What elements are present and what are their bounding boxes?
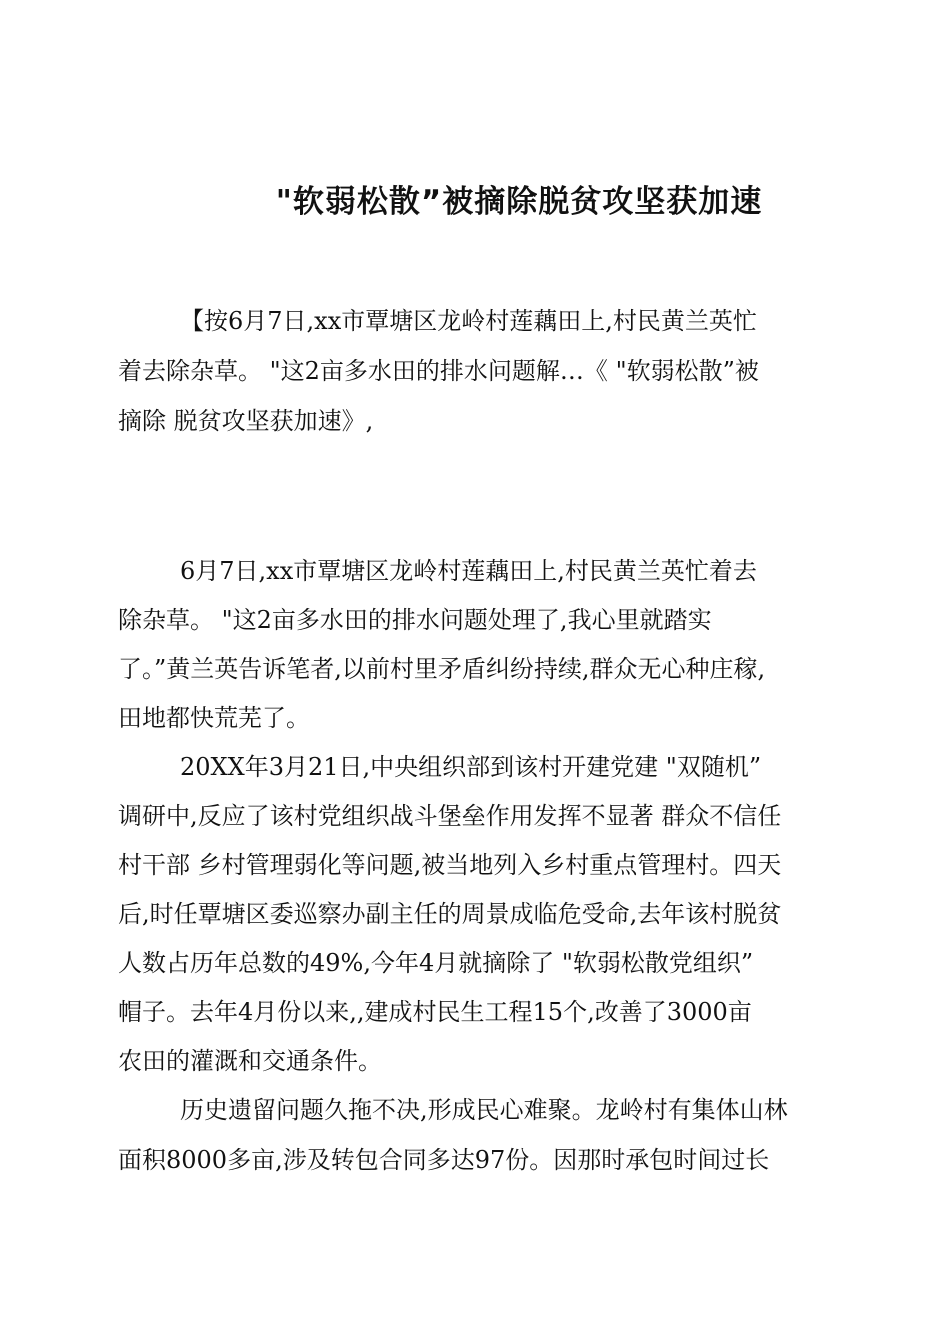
abstract-line: 摘除 脱贫攻坚获加速》, bbox=[118, 407, 374, 435]
body-line: 20XX年3月21日,中央组织部到该村开建党建 "双随机” bbox=[180, 753, 762, 781]
body-line: 调研中,反应了该村党组织战斗堡垒作用发挥不显著 群众不信任 bbox=[118, 802, 782, 830]
body-line: 了。”黄兰英告诉笔者,以前村里矛盾纠纷持续,群众无心种庄稼, bbox=[118, 655, 766, 683]
body-line: 6月7日,xx市覃塘区龙岭村莲藕田上,村民黄兰英忙着去 bbox=[180, 557, 757, 585]
body-line: 面积8000多亩,涉及转包合同多达97份。因那时承包时间过长 bbox=[118, 1146, 770, 1174]
body-line: 历史遗留问题久拖不决,形成民心难聚。龙岭村有集体山林 bbox=[180, 1096, 788, 1124]
body-line: 除杂草。 "这2亩多水田的排水问题处理了,我心里就踏实 bbox=[118, 606, 712, 634]
abstract-line: 【按6月7日,xx市覃塘区龙岭村莲藕田上,村民黄兰英忙 bbox=[180, 307, 757, 335]
body-line: 田地都快荒芜了。 bbox=[118, 704, 310, 732]
abstract-line: 着去除杂草。 "这2亩多水田的排水问题解…《 "软弱松散”被 bbox=[118, 357, 759, 385]
body-line: 帽子。去年4月份以来,,建成村民生工程15个,改善了3000亩 bbox=[118, 998, 752, 1026]
body-line: 村干部 乡村管理弱化等问题,被当地列入乡村重点管理村。四天 bbox=[118, 851, 782, 879]
body-line: 人数占历年总数的49%,今年4月就摘除了 "软弱松散党组织” bbox=[118, 949, 754, 977]
document-title: "软弱松散”被摘除脱贫攻坚获加速 bbox=[275, 184, 763, 220]
body-line: 农田的灌溉和交通条件。 bbox=[118, 1047, 382, 1075]
body-line: 后,时任覃塘区委巡察办副主任的周景成临危受命,去年该村脱贫 bbox=[118, 900, 782, 928]
